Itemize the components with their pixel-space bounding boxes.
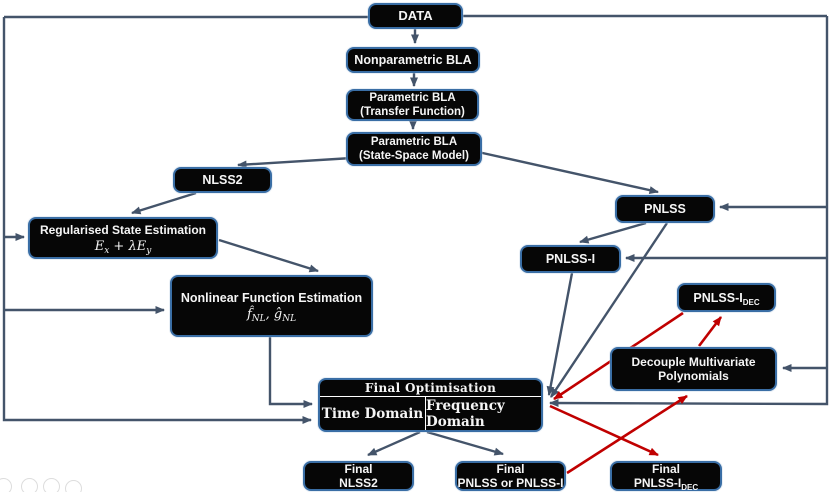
edge-nlss2-to-rse (132, 193, 196, 213)
edge-rse-to-nfe (219, 240, 318, 271)
node-label: Nonlinear Function Estimation (180, 290, 363, 305)
node-formula: $E_x + \lambda E_y$ (94, 238, 152, 256)
node-parametric-bla-ss (346, 132, 482, 166)
final-optimisation-title: Final Optimisation (320, 380, 541, 397)
node-final-nlss2 (303, 461, 414, 491)
edge-parametric-bla-ss-to-nlss2 (238, 158, 352, 165)
node-parametric-bla-tf (346, 89, 479, 121)
node-nfe (170, 275, 373, 337)
watermark-icon (43, 478, 60, 492)
node-pnlss (615, 195, 715, 223)
node-data (368, 3, 463, 29)
node-final-pnlss-i-dec (610, 461, 722, 491)
node-final-optimisation (318, 378, 543, 432)
node-label: (State-Space Model) (359, 150, 469, 162)
node-rse (28, 217, 218, 259)
node-pnlss-i-dec (677, 283, 776, 312)
edge-nfe-to-time-domain (270, 337, 312, 404)
node-label: PNLSS (644, 202, 686, 216)
node-label: Polynomials (658, 369, 729, 383)
node-label: Final (651, 462, 680, 476)
edge-parametric-bla-ss-to-pnlss (478, 152, 658, 192)
node-label: (Transfer Function) (360, 106, 465, 118)
node-label: PNLSS-$I_{DEC}$ (633, 476, 699, 492)
node-label: Final (344, 462, 373, 476)
node-decouple (610, 347, 777, 391)
node-label: Final (496, 462, 525, 476)
edge-frequency-domain-to-final-pnlss-i-dec (550, 406, 658, 455)
node-label: PNLSS or PNLSS-I (457, 476, 564, 490)
node-label: Decouple Multivariate (631, 355, 756, 369)
node-nlss2 (173, 167, 272, 193)
node-label: Nonparametric BLA (354, 53, 472, 67)
node-label: PNLSS-$I_{DEC}$ (693, 290, 760, 307)
final-opt-time-domain-cell: Time Domain (320, 397, 426, 430)
node-final-pnlss (455, 461, 566, 491)
node-label: DATA (398, 8, 433, 23)
edge-decouple-to-pnlss-i-dec (699, 317, 721, 346)
node-label: Parametric BLA (369, 92, 456, 104)
node-label: NLSS2 (202, 173, 243, 187)
watermark-icon (65, 480, 82, 492)
edge-pnlss-i-to-frequency-domain (549, 273, 572, 395)
node-label: Parametric BLA (370, 136, 458, 148)
edge-final-optimisation-to-final-pnlss (427, 432, 503, 454)
watermark-icon (21, 478, 38, 492)
node-pnlss-i (520, 245, 621, 273)
edge-final-optimisation-to-final-nlss2 (368, 432, 420, 455)
node-label: NLSS2 (339, 476, 378, 490)
node-nonparametric-bla (346, 47, 480, 73)
node-formula: $f̂_{NL}$, $ĝ_{NL}$ (246, 306, 297, 324)
node-label: PNLSS-I (545, 252, 596, 266)
final-opt-frequency-domain-cell: Frequency Domain (426, 397, 505, 430)
node-label: Regularised State Estimation (39, 222, 207, 237)
edge-pnlss-to-pnlss-i (580, 223, 646, 242)
